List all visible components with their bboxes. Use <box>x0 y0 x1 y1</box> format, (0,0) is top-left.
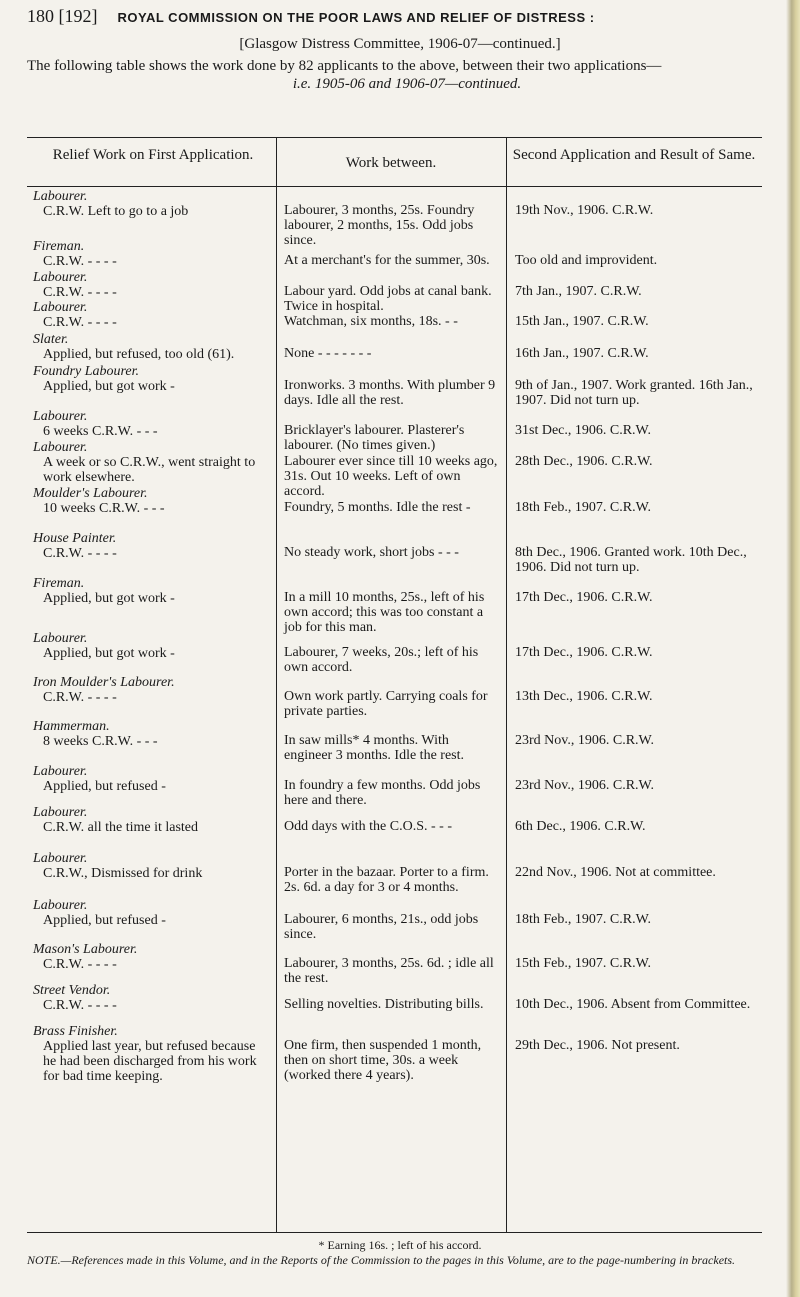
row-2-relief <box>33 239 268 269</box>
row-4-relief <box>33 300 268 330</box>
row-16-relief <box>33 805 268 835</box>
row-19-relief <box>33 942 268 972</box>
row-9-work-between: Foundry, 5 months. Idle the rest - <box>284 500 471 515</box>
table-top-rule <box>27 137 762 138</box>
relief-work-text: C.R.W. - - - - <box>43 254 117 269</box>
row-16-second-application: 6th Dec., 1906. C.R.W. <box>515 819 646 834</box>
row-10-work-between: No steady work, short jobs - - - <box>284 545 459 560</box>
row-13-relief <box>33 675 268 705</box>
row-6-relief <box>33 364 268 394</box>
column-header-work: Work between. <box>345 155 437 171</box>
row-4-second-application: 15th Jan., 1907. C.R.W. <box>515 314 649 329</box>
occupation-label: Labourer. <box>33 764 88 779</box>
row-18-work-between: Labourer, 6 months, 21s., odd jobs since. <box>284 912 479 942</box>
row-21-relief <box>33 1024 268 1084</box>
occupation-label: Moulder's Labourer. <box>33 486 148 501</box>
row-5-relief <box>33 332 268 362</box>
row-15-work-between: In foundry a few months. Odd jobs here and there. <box>284 778 481 808</box>
relief-work-text: C.R.W. - - - - <box>43 546 117 561</box>
occupation-label: Labourer. <box>33 898 88 913</box>
row-10-relief <box>33 531 268 561</box>
relief-work-text: 10 weeks C.R.W. - - - <box>43 501 165 516</box>
row-13-second-application: 13th Dec., 1906. C.R.W. <box>515 689 653 704</box>
relief-work-text: Applied, but refused - <box>43 779 166 794</box>
relief-work-text: Applied last year, but refused because he had been discharged from his work for bad time keeping. <box>43 1039 257 1084</box>
relief-work-text: C.R.W. - - - - <box>43 998 117 1013</box>
occupation-label: Street Vendor. <box>33 983 111 998</box>
relief-work-text: 8 weeks C.R.W. - - - <box>43 734 158 749</box>
occupation-label: Labourer. <box>33 300 88 315</box>
row-9-relief <box>33 486 268 516</box>
row-7-relief <box>33 409 268 439</box>
row-3-work-between: Labour yard. Odd jobs at canal bank. Twice in hospital. <box>284 284 492 314</box>
occupation-label: Fireman. <box>33 576 85 591</box>
row-17-work-between: Porter in the bazaar. Porter to a firm. 2s. 6d. a day for 3 or 4 months. <box>284 865 489 895</box>
intro-text <box>27 57 767 93</box>
row-20-relief <box>33 983 268 1013</box>
row-19-second-application: 15th Feb., 1907. C.R.W. <box>515 956 651 971</box>
row-6-second-application: 9th of Jan., 1907. Work granted. 16th Jan., 1907. Did not turn up. <box>515 378 753 408</box>
row-8-work-between: Labourer ever since till 10 weeks ago, 31s. Out 10 weeks. Left of own accord. <box>284 454 498 499</box>
row-1-second-application: 19th Nov., 1906. C.R.W. <box>515 203 654 218</box>
occupation-label: Mason's Labourer. <box>33 942 138 957</box>
row-3-second-application: 7th Jan., 1907. C.R.W. <box>515 284 642 299</box>
relief-work-text: 6 weeks C.R.W. - - - <box>43 424 158 439</box>
occupation-label: Labourer. <box>33 440 88 455</box>
occupation-label: Labourer. <box>33 409 88 424</box>
column-header-second: Second Application and Result of Same. <box>512 147 756 163</box>
row-19-work-between: Labourer, 3 months, 25s. 6d. ; idle all the rest. <box>284 956 494 986</box>
occupation-label: Hammerman. <box>33 719 110 734</box>
column-divider-1 <box>276 137 277 1232</box>
row-9-second-application: 18th Feb., 1907. C.R.W. <box>515 500 651 515</box>
row-14-work-between: In saw mills* 4 months. With engineer 3 months. Idle the rest. <box>284 733 465 763</box>
row-7-work-between: Bricklayer's labourer. Plasterer's labourer. (No times given.) <box>284 423 465 453</box>
row-11-relief <box>33 576 268 606</box>
table-bottom-rule <box>27 1232 762 1233</box>
occupation-label: Labourer. <box>33 805 88 820</box>
occupation-label: Labourer. <box>33 189 88 204</box>
row-8-relief <box>33 440 268 485</box>
page-edge <box>786 0 800 1297</box>
row-18-second-application: 18th Feb., 1907. C.R.W. <box>515 912 651 927</box>
row-3-relief <box>33 270 268 300</box>
row-13-work-between: Own work partly. Carrying coals for private parties. <box>284 689 488 719</box>
footnote: * Earning 16s. ; left of his accord. <box>318 1238 482 1252</box>
row-20-work-between: Selling novelties. Distributing bills. <box>284 997 484 1012</box>
row-5-second-application: 16th Jan., 1907. C.R.W. <box>515 346 649 361</box>
relief-work-text: C.R.W. - - - - <box>43 957 117 972</box>
row-16-work-between: Odd days with the C.O.S. - - - <box>284 819 452 834</box>
occupation-label: Fireman. <box>33 239 85 254</box>
relief-work-text: C.R.W. all the time it lasted <box>43 820 199 835</box>
relief-work-text: C.R.W., Dismissed for drink <box>43 866 203 881</box>
row-15-second-application: 23rd Nov., 1906. C.R.W. <box>515 778 654 793</box>
intro-line-1: The following table shows the work done by 82 applicants to the above, between their two applications— <box>27 58 662 74</box>
occupation-label: Foundry Labourer. <box>33 364 140 379</box>
relief-work-text: Applied, but refused - <box>43 913 166 928</box>
row-17-second-application: 22nd Nov., 1906. Not at committee. <box>515 865 716 880</box>
row-15-relief <box>33 764 268 794</box>
row-12-second-application: 17th Dec., 1906. C.R.W. <box>515 645 653 660</box>
occupation-label: Brass Finisher. <box>33 1024 118 1039</box>
row-2-work-between: At a merchant's for the summer, 30s. <box>284 253 490 268</box>
row-6-work-between: Ironworks. 3 months. With plumber 9 days. Idle all the rest. <box>284 378 496 408</box>
row-12-work-between: Labourer, 7 weeks, 20s.; left of his own accord. <box>284 645 479 675</box>
row-1-work-between: Labourer, 3 months, 25s. Foundry labourer, 2 months, 15s. Odd jobs since. <box>284 203 475 248</box>
relief-work-text: Applied, but got work - <box>43 646 175 661</box>
row-10-second-application: 8th Dec., 1906. Granted work. 10th Dec., 1906. Did not turn up. <box>515 545 747 575</box>
row-2-second-application: Too old and improvident. <box>515 253 658 268</box>
row-11-work-between: In a mill 10 months, 25s., left of his own accord; this was too constant a job for this man. <box>284 590 485 635</box>
row-5-work-between: None - - - - - - - <box>284 346 372 361</box>
occupation-label: House Painter. <box>33 531 117 546</box>
column-divider-2 <box>506 137 507 1232</box>
row-20-second-application: 10th Dec., 1906. Absent from Committee. <box>515 997 751 1012</box>
relief-work-text: Applied, but got work - <box>43 379 175 394</box>
occupation-label: Slater. <box>33 332 69 347</box>
relief-work-text: A week or so C.R.W., went straight to work elsewhere. <box>43 455 256 485</box>
row-1-relief <box>33 189 268 219</box>
occupation-label: Labourer. <box>33 851 88 866</box>
section-subheading: [Glasgow Distress Committee, 1906-07—continued.] <box>239 36 561 52</box>
relief-work-text: C.R.W. - - - - <box>43 690 117 705</box>
row-8-second-application: 28th Dec., 1906. C.R.W. <box>515 454 653 469</box>
header-bottom-rule <box>27 186 762 187</box>
row-4-work-between: Watchman, six months, 18s. - - <box>284 314 458 329</box>
occupation-label: Labourer. <box>33 631 88 646</box>
row-17-relief <box>33 851 268 881</box>
row-21-work-between: One firm, then suspended 1 month, then on short time, 30s. a week (worked there 4 years). <box>284 1038 482 1083</box>
relief-work-text: C.R.W. - - - - <box>43 285 117 300</box>
row-21-second-application: 29th Dec., 1906. Not present. <box>515 1038 680 1053</box>
column-header-relief: Relief Work on First Application. <box>52 147 254 163</box>
row-12-relief <box>33 631 268 661</box>
occupation-label: Labourer. <box>33 270 88 285</box>
intro-line-2: i.e. 1905-06 and 1906-07—continued. <box>292 76 522 92</box>
row-14-relief <box>33 719 268 749</box>
relief-work-text: C.R.W. Left to go to a job <box>43 204 189 219</box>
page-number: 180 [192] <box>27 6 98 26</box>
running-title: ROYAL COMMISSION ON THE POOR LAWS AND RELIEF OF DISTRESS : <box>117 10 595 25</box>
row-7-second-application: 31st Dec., 1906. C.R.W. <box>515 423 651 438</box>
row-11-second-application: 17th Dec., 1906. C.R.W. <box>515 590 653 605</box>
running-header <box>27 6 595 27</box>
relief-work-text: Applied, but refused, too old (61). <box>43 347 235 362</box>
page-note: NOTE.—References made in this Volume, and in the Reports of the Commission to the pages in this Volume, are to the page-numbering in brackets. <box>27 1253 736 1267</box>
relief-work-text: C.R.W. - - - - <box>43 315 117 330</box>
relief-work-text: Applied, but got work - <box>43 591 175 606</box>
occupation-label: Iron Moulder's Labourer. <box>33 675 175 690</box>
row-18-relief <box>33 898 268 928</box>
row-14-second-application: 23rd Nov., 1906. C.R.W. <box>515 733 654 748</box>
